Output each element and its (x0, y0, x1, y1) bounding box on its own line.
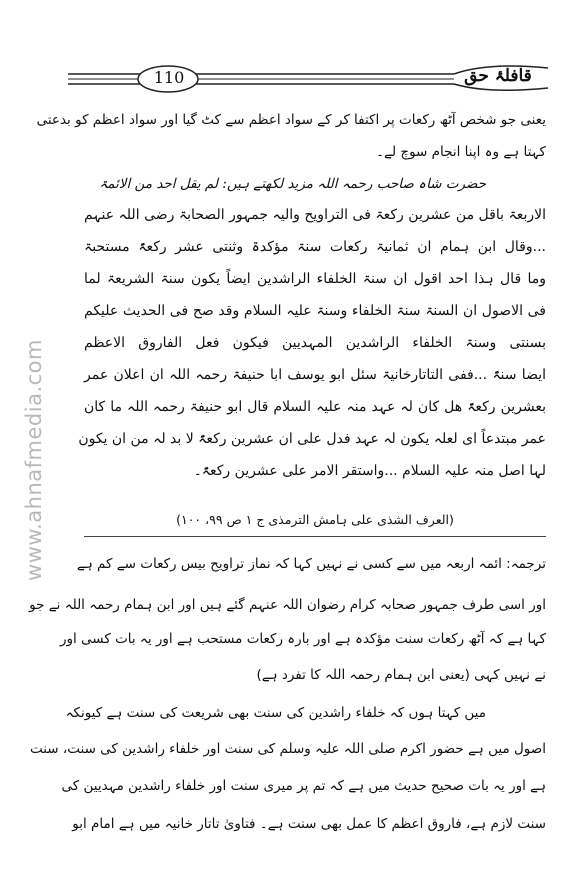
arabic-text-line: الاربعۃ باقل من عشرین رکعۃ فی التراویح والیہ جمہور الصحابۃ رضی اللہ عنہم (84, 207, 546, 223)
reference-citation: (العرف الشذی علی ہامش الترمذی ج ۱ ص ۹۹، ۱۰۰) (176, 512, 454, 527)
arabic-text-line: فی الاصول ان السنۃ سنۃ الخلفاء وسنۃ علیہ السلام وقد صح فی الحدیث علیکم (84, 303, 546, 319)
arabic-text-line: عمر مبتدعاً ای لعلہ یکون لہ عہد فدل علی ان عشرین رکعۃً لا بد لہ من ان یکون (78, 431, 546, 447)
translation-line: میں کہتا ہوں کہ خلفاء راشدین کی سنت بھی شریعت کی سنت ہے کیونکہ (65, 705, 486, 721)
translation-line: کہا ہے کہ آٹھ رکعات سنت مؤکدہ ہے اور بارہ رکعات مستحب ہے اور یہ بات کسی اور (59, 631, 546, 647)
arabic-text-line: بعشرین رکعۃً ھل کان لہ عہد منہ علیہ السلام قال ابو حنیفۃ رحمہ اللہ ما کان (84, 399, 546, 415)
translation-line: سنت لازم ہے، فاروق اعظم کا عمل بھی سنت ہے۔ فتاویٰ تاتار خانیہ میں ہے امام ابو (72, 816, 546, 832)
arabic-text-line: بسنتی وسنۃ الخلفاء الراشدین المہدیین فیکون فعل الفاروق الاعظم (84, 335, 546, 351)
page-number: 110 (153, 68, 185, 87)
book-title: قافلۂ حق (464, 66, 532, 86)
watermark (14, 280, 54, 640)
translation-line: اصول میں ہے حضور اکرم صلی اللہ علیہ وسلم کی سنت اور خلفاء راشدین کی سنت، سنت (29, 741, 546, 757)
text-line: یعنی جو شخص آٹھ رکعات پر اکتفا کر کے سواد اعظم سے کٹ گیا اور سواد اعظم کو بدعتی (36, 112, 546, 128)
translation-line: ترجمہ: ائمہ اربعہ میں سے کسی نے نہیں کہا کہ نماز تراویح بیس رکعات سے کم ہے (76, 556, 546, 572)
arabic-text-line: لہا اصل منہ علیہ السلام ...واستقر الامر علی عشرین رکعۃً۔ (193, 463, 546, 479)
translation-line: نے نہیں کہی (یعنی ابن ہمام رحمہ اللہ کا تفرد ہے) (256, 667, 546, 683)
text-line: کہتا ہے وہ اپنا انجام سوچ لے۔ (376, 144, 546, 160)
text-line: حضرت شاہ صاحب رحمہ اللہ مزید لکھتے ہیں: لم یقل احد من الائمۃ (99, 176, 486, 192)
arabic-text-line: ...وقال ابن ہمام ان ثمانیۃ رکعات سنۃ مؤکدۃ وثنتی عشر رکعۃً مستحبۃ (84, 239, 546, 255)
arabic-text-line: ایضا سنۃً ...ففی التاتارخانیۃ سئل ابو یوسف ابا حنیفۃ رحمہ اللہ ان اعلان عمر (84, 367, 546, 383)
arabic-text-line: وما قال ہذا احد اقول ان سنۃ الخلفاء الراشدین ایضاً یکون سنۃ الشریعۃ لما (84, 271, 546, 287)
translation-line: اور اسی طرف جمہور صحابہ کرام رضوان اللہ عنہم گئے ہیں اور ابن ہمام رحمہ اللہ نے جو (29, 597, 546, 613)
divider (84, 536, 546, 537)
page-header (68, 60, 548, 96)
translation-line: ہے اور یہ بات صحیح حدیث میں ہے کہ تم پر میری سنت اور خلفاء راشدین مہدیین کی (61, 778, 546, 794)
watermark-text: www.ahnafmedia.com (22, 339, 46, 581)
